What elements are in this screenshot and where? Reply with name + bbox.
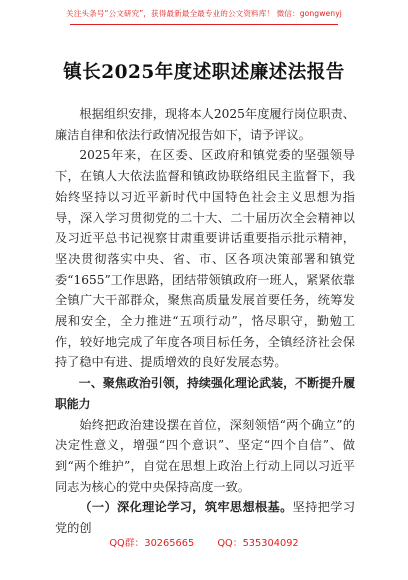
document-body — [55, 104, 355, 539]
subsection-heading: （一）深化理论学习，筑牢思想根基。 — [79, 500, 293, 515]
contact-footer — [0, 535, 408, 549]
promo-header: 关注头条号“公文研究”，获得最新最全最专业的公文资料库！ 微信：gongwenyj — [66, 9, 342, 18]
section-paragraph: 始终把政治建设摆在首位，深刻领悟“两个确立”的决定性意义，增强“四个意识”、坚定“四个自信”、做到“两个维护”，自觉在思想上政治上行动上同以习近平同志为核心的党中央保持高度一致。 — [55, 417, 355, 494]
qq-group-number: QQ群：30265665 — [109, 538, 195, 549]
intro-paragraph: 根据组织安排，现将本人2025年度履行岗位职责、廉洁自律和依法行政情况报告如下，请予评议。 — [55, 107, 355, 142]
document-title: 镇长2025年度述职述廉述法报告 — [63, 62, 345, 83]
overview-paragraph: 2025年来，在区委、区政府和镇党委的坚强领导下，在镇人大依法监督和镇政协联络组民主监督下，我始终坚持以习近平新时代中国特色社会主义思想为指导，深入学习贯彻党的二十大、二十届历次全会精神以及习近平总书记视察甘肃重要讲话重要指示批示精神，坚决贯彻落实中央、省、市、区各项决策部署和镇党委“1655”工作思路，团结带领镇政府一班人，紧紧依靠全镇广大干部群众，聚焦高质量发展首要任务，统筹发展和安全，全力推进“五项行动”，恪尽职守，勤勉工作，较好地完成了年度各项目标任务，全镇经济社会保持了稳中有进、提质增效的良好发展态势。 — [55, 148, 355, 370]
subsection-paragraph — [55, 497, 355, 538]
qq-number: QQ：535304092 — [217, 538, 299, 549]
header-divider — [70, 24, 338, 25]
subsection-text: 坚持把学习党的创 — [55, 500, 356, 536]
section-heading-1: 一、聚焦政治引领，持续强化理论武装，不断提升履职能力 — [55, 376, 355, 411]
